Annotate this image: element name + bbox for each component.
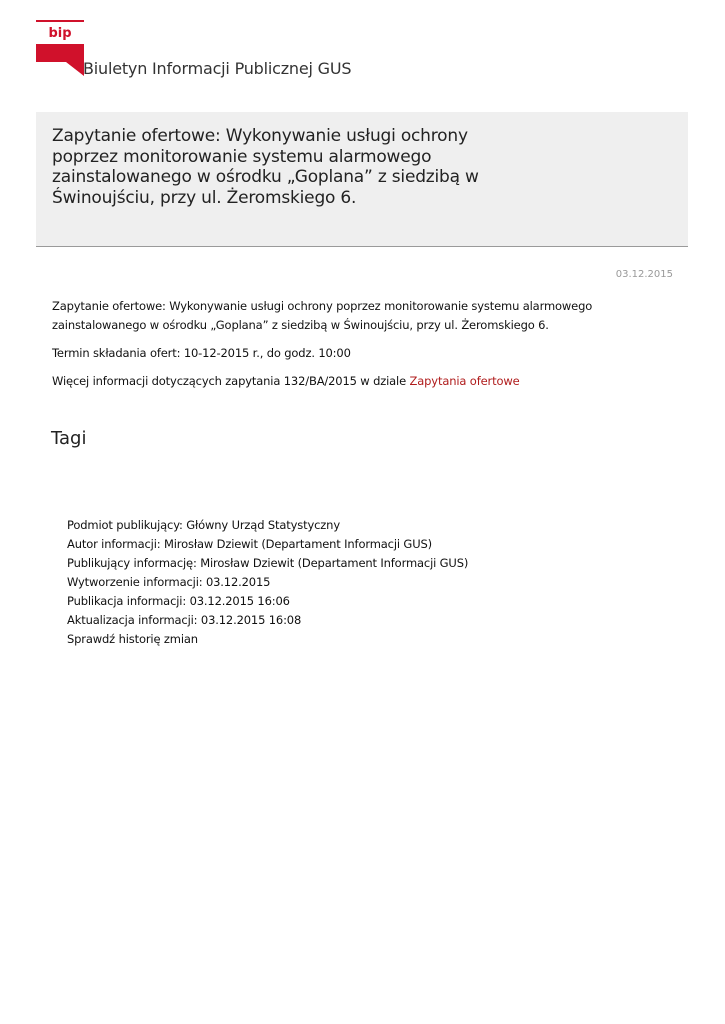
- meta-updated: Aktualizacja informacji: 03.12.2015 16:08: [67, 613, 302, 627]
- logo-red-shape: [36, 44, 84, 76]
- meta-publishing-person: Publikujący informację: Mirosław Dziewit (Departament Informacji GUS): [67, 556, 469, 570]
- change-history-link[interactable]: Sprawdź historię zmian: [67, 632, 198, 646]
- article-content: [52, 297, 678, 400]
- bip-logo[interactable]: [36, 20, 84, 76]
- meta-publisher: Podmiot publikujący: Główny Urząd Statystyczny: [67, 518, 340, 532]
- article-paragraph: Zapytanie ofertowe: Wykonywanie usługi ochrony poprzez monitorowanie systemu alarmowego zainstalowanego w ośrodku „Goplana” z siedzibą w Świnoujściu, przy ul. Żeromskiego 6.: [52, 299, 593, 332]
- logo-text: bip: [48, 26, 72, 41]
- article-title: Zapytanie ofertowe: Wykonywanie usługi ochrony poprzez monitorowanie systemu alarmowego zainstalowanego w ośrodku „Goplana” z siedzibą w Świnoujściu, przy ul. Żeromskiego 6.: [52, 126, 479, 208]
- meta-created: Wytworzenie informacji: 03.12.2015: [67, 575, 271, 589]
- article-title-box: [36, 112, 688, 247]
- publication-date: 03.12.2015: [615, 269, 673, 280]
- more-info-text: Więcej informacji dotyczących zapytania 132/BA/2015 w dziale: [52, 374, 410, 388]
- tags-heading: Tagi: [51, 428, 87, 449]
- offers-section-link[interactable]: Zapytania ofertowe: [409, 374, 520, 388]
- meta-published: Publikacja informacji: 03.12.2015 16:06: [67, 594, 290, 608]
- logo-top-bar: [36, 20, 84, 22]
- site-title[interactable]: Biuletyn Informacji Publicznej GUS: [83, 59, 352, 78]
- article-deadline: Termin składania ofert: 10-12-2015 r., do godz. 10:00: [52, 346, 351, 360]
- meta-author: Autor informacji: Mirosław Dziewit (Departament Informacji GUS): [67, 537, 432, 551]
- metadata-list: [67, 516, 468, 649]
- article-more-info: [52, 372, 678, 391]
